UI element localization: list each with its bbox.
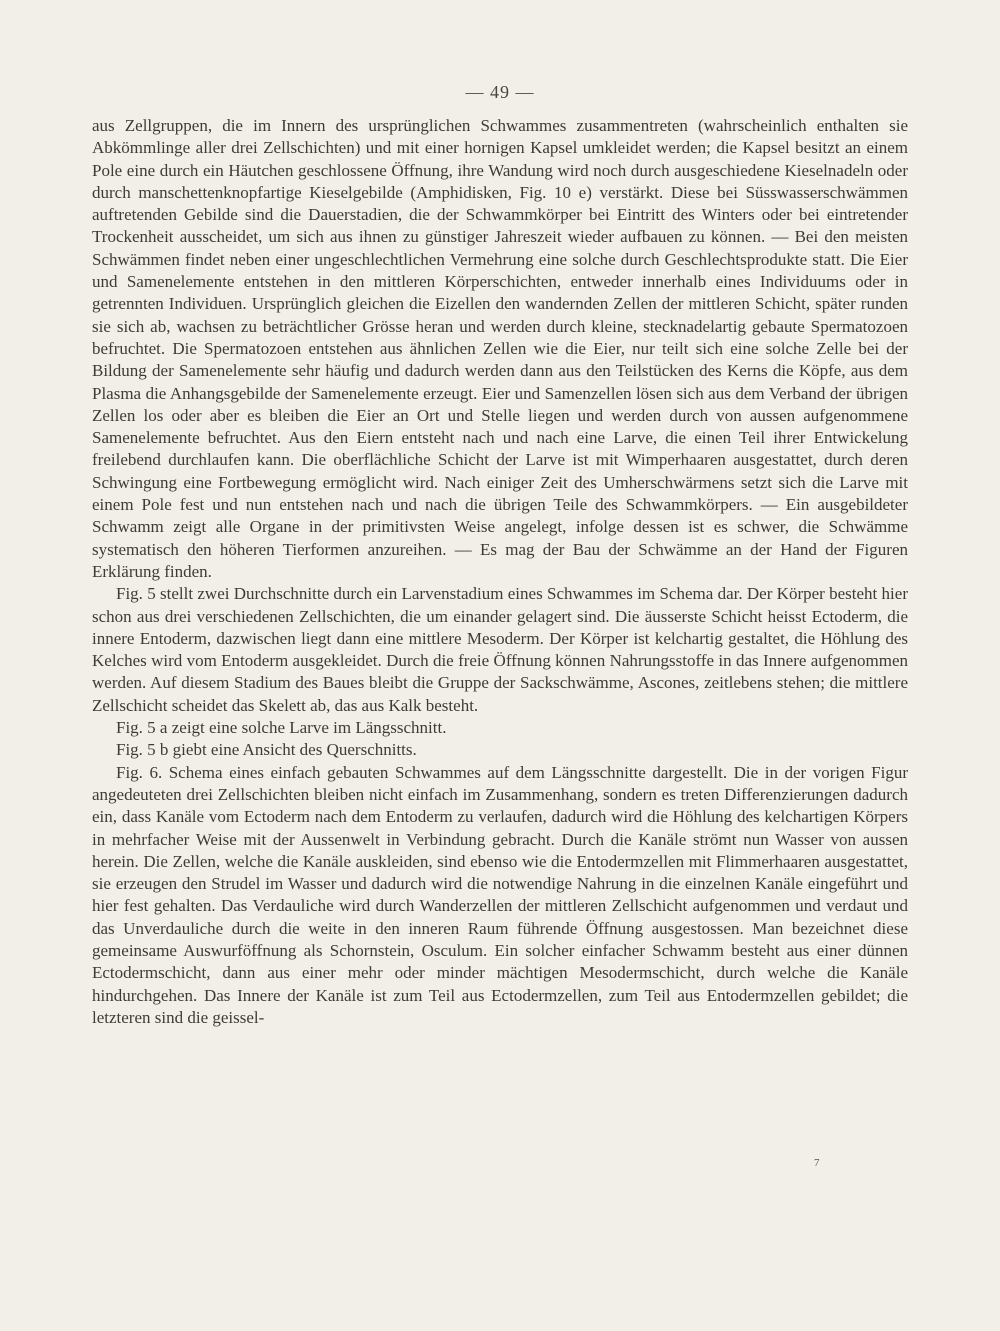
paragraph-fig5a: Fig. 5 a zeigt eine solche Larve im Längsschnitt. bbox=[116, 718, 447, 738]
paragraph-fig6: Fig. 6. Schema eines einfach gebauten Schwammes auf dem Längsschnitte dargestellt. Die in der vorigen Figur angedeuteten drei Zellschichten bleiben nicht einfach im Zusammenhang, sondern es treten Differenzierungen dadurch ein, dass Kanäle vom Ectoderm nach dem Entoderm zu verlaufen, dadurch wird die Höhlung des kelchartigen Körpers in mehrfacher Weise mit der Aussenwelt in Verbindung gebracht. Durch die Kanäle strömt nun Wasser von aussen herein. Die Zellen, welche die Kanäle auskleiden, sind ebenso wie die Entodermzellen mit Flimmerhaaren ausgestattet, sie erzeugen den Strudel im Wasser und dadurch wird die notwendige Nahrung in die einzelnen Kanäle eingeführt und hier fest gehalten. Das Verdauliche wird durch Wanderzellen der mittleren Zellschicht aufgenommen und verdaut und das Unverdauliche durch die weite in den inneren Raum führende Öffnung ausgestossen. Man bezeichnet diese gemeinsame Auswurföffnung als Schornstein, Osculum. Ein solcher einfacher Schwamm besteht aus einer dünnen Ectodermschicht, dann aus einer mehr oder minder mächtigen Mesodermschicht, durch welche die Kanäle hindurchgehen. Das Innere der Kanäle ist zum Teil aus Ectodermzellen, zum Teil aus Entodermzellen gebildet; die letzteren sind die geissel- bbox=[92, 762, 908, 1027]
signature-mark: 7 bbox=[814, 1157, 820, 1169]
body-text bbox=[92, 115, 908, 1029]
paragraph-continuation: aus Zellgruppen, die im Innern des ursprünglichen Schwammes zusammentreten (wahrscheinlich enthalten sie Abkömmlinge aller drei Zellschichten) und mit einer hornigen Kapsel umkleidet werden; die Kapsel besitzt an einem Pole eine durch ein Häutchen geschlossene Öffnung, ihre Wandung wird noch durch ausgeschiedene Kieselnadeln oder durch manschettenknopfartige Kieselgebilde (Amphidisken, Fig. 10 e) verstärkt. Diese bei Süsswasserschwämmen auftretenden Gebilde sind die Dauerstadien, die der Schwammkörper bei Eintritt des Winters oder bei eintretender Trockenheit ausscheidet, um sich aus ihnen zu günstiger Jahreszeit wieder aufbauen zu können. — Bei den meisten Schwämmen findet neben einer ungeschlechtlichen Vermehrung eine solche durch Geschlechtsprodukte statt. Die Eier und Samenelemente entstehen in den mittleren Körperschichten, entweder innerhalb eines Individuums oder in getrennten Individuen. Ursprünglich gleichen die Eizellen den wandernden Zellen der mittleren Schicht, später runden sie sich ab, wachsen zu beträchtlicher Grösse heran und werden durch kleine, stecknadelartig gebaute Spermatozoen befruchtet. Die Spermatozoen entstehen aus ähnlichen Zellen wie die Eier, nur teilt sich eine solche Zelle bei der Bildung der Samenelemente sehr häufig und dadurch werden dann aus den Teilstücken des Kerns die Köpfe, aus dem Plasma die Anhangsgebilde der Samenelemente erzeugt. Eier und Samenzellen lösen sich aus dem Verband der übrigen Zellen los oder aber es bleiben die Eier an Ort und Stelle liegen und werden durch von aussen aufgenommene Samenelemente befruchtet. Aus den Eiern entsteht nach und nach eine Larve, die einen Teil ihrer Entwickelung freilebend durchlaufen kann. Die oberflächliche Schicht der Larve ist mit Wimperhaaren ausgestattet, durch deren Schwingung eine Fortbewegung ermöglicht wird. Nach einiger Zeit des Umherschwärmens setzt sich die Larve mit einem Pole fest und nun entstehen nach und nach die übrigen Teile des Schwammkörpers. — Ein ausgebildeter Schwamm zeigt alle Organe in der primitivsten Weise angelegt, infolge dessen ist es schwer, die Schwämme systematisch den höheren Tierformen anzureihen. — Es mag der Bau der Schwämme an der Hand der Figuren Erklärung finden. bbox=[92, 116, 908, 581]
paragraph-fig5b: Fig. 5 b giebt eine Ansicht des Querschnitts. bbox=[116, 740, 417, 760]
paragraph-fig5: Fig. 5 stellt zwei Durchschnitte durch ein Larvenstadium eines Schwammes im Schema dar. Der Körper besteht hier schon aus drei verschiedenen Zellschichten, die um einander gelagert sind. Die äusserste Schicht heisst Ectoderm, die innere Entoderm, dazwischen liegt dann eine mittlere Mesoderm. Der Körper ist kelchartig gestaltet, die Höhlung des Kelches wird vom Entoderm ausgekleidet. Durch die freie Öffnung können Nahrungsstoffe in das Innere aufgenommen werden. Auf diesem Stadium des Baues bleibt die Gruppe der Sackschwämme, Ascones, zeitlebens stehen; die mittlere Zellschicht scheidet das Skelett ab, das aus Kalk besteht. bbox=[92, 584, 908, 715]
page-number: — 49 — bbox=[465, 82, 535, 102]
